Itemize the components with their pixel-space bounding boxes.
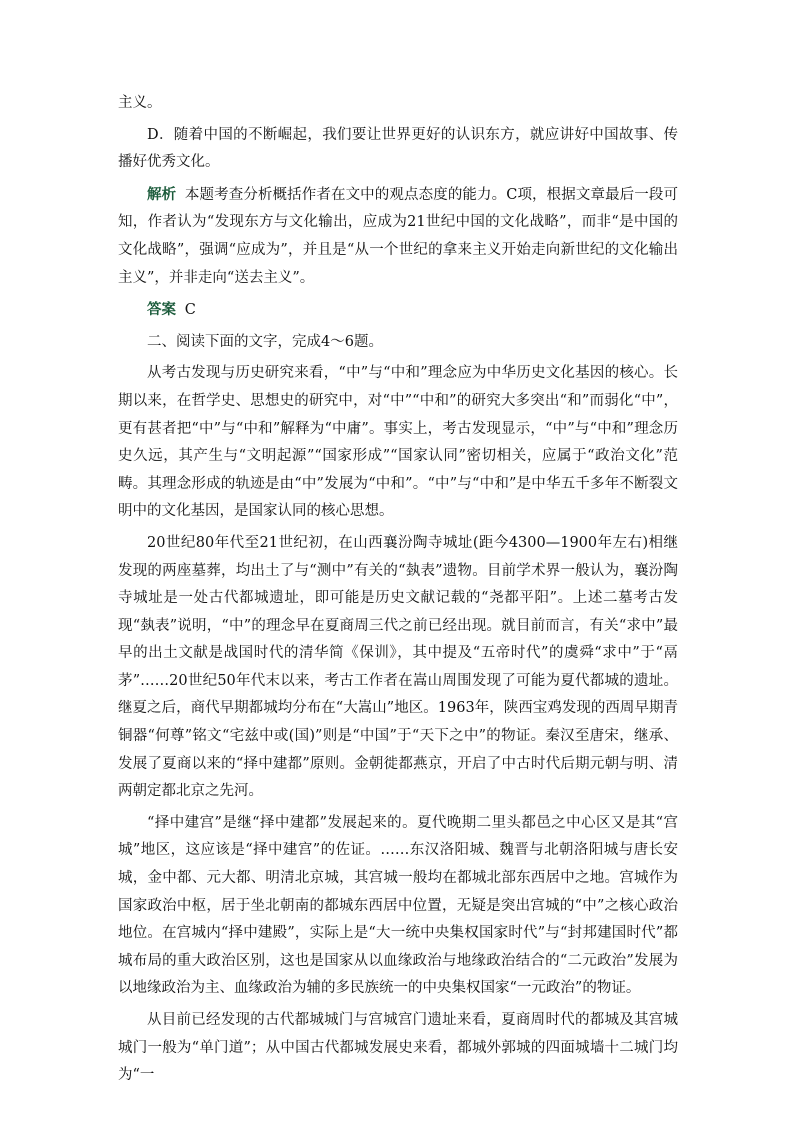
article-paragraph-3: “择中建宫”是继“择中建都”发展起来的。夏代晚期二里头都邑之中心区又是其“宫城”地区，这应该是“择中建宫”的佐证。……东汉洛阳城、魏晋与北朝洛阳城与唐长安城，金中都、元大都、明清北京城，其宫城一般均在都城北部东西居中之地。宫城作为国家政治中枢，居于坐北朝南的都城东西居中位置，无疑是突出宫城的“中”之核心政治地位。在宫城内“择中建殿”，实际上是“大一统中央集权国家时代”与“封邦建国时代”都城布局的重大政治区别，这也是国家从以血缘政治与地缘政治结合的“二元政治”发展为以地缘政治为主、血缘政治为辅的多民族统一的中央集权国家“一元政治”的物证。 — [118, 814, 678, 997]
article-paragraph-1: 从考古发现与历史研究来看，“中”与“中和”理念应为中华历史文化基因的核心。长期以来，在哲学史、思想史的研究中，对“中”“中和”的研究大多突出“和”而弱化“中”，更有甚者把“中”与“中和”解释为“中庸”。事实上，考古发现显示，“中”与“中和”理念历史久远，其产生与“文明起源”“国家形成”“国家认同”密切相关，应属于“政治文化”范畴。其理念形成的轨迹是由“中”发展为“中和”。“中”与“中和”是中华五千多年不断裂文明中的文化基因，是国家认同的核心思想。 — [118, 365, 678, 520]
analysis-text: 本题考查分析概括作者在文中的观点态度的能力。C项，根据文章最后一段可知，作者认为“发现东方与文化输出，应成为21世纪中国的文化战略”，而非“是中国的文化战略”，强调“应成为”，并且是“从一个世纪的拿来主义开始走向新世纪的文化输出主义”，并非走向“送去主义”。 — [118, 186, 679, 286]
answer-value: C — [184, 302, 196, 319]
option-d: D．随着中国的不断崛起，我们要让世界更好的认识东方，就应讲好中国故事、传播好优秀文化。 — [118, 126, 678, 171]
answer-paragraph — [118, 296, 678, 325]
document-page — [118, 90, 678, 1090]
article-paragraph-2: 20世纪80年代至21世纪初，在山西襄汾陶寺城址(距今4300—1900年左右)相继发现的两座墓葬，均出土了与“测中”有关的“埶表”遗物。目前学术界一般认为，襄汾陶寺城址是一处古代都城遗址，即可能是历史文献记载的“尧都平阳”。上述二墓考古发现“埶表”说明，“中”的理念早在夏商周三代之前已经出现。就目前而言，有关“求中”最早的出土文献是战国时代的清华简《保训》，其中提及“五帝时代”的虞舜“求中”于“鬲茅”……20世纪50年代末以来，考古工作者在嵩山周围发现了可能为夏代都城的遗址。继夏之后，商代早期都城均分布在“大嵩山”地区。1963年，陕西宝鸡发现的西周早期青铜器“何尊”铭文“宅兹中或(国)”则是“中国”于“天下之中”的物证。秦汉至唐宋，继承、发展了夏商以来的“择中建都”原则。金朝徙都燕京，开启了中古时代后期元朝与明、清两朝定都北京之先河。 — [118, 534, 678, 800]
article-paragraph-4: 从目前已经发现的古代都城城门与宫城宫门遗址来看，夏商周时代的都城及其宫城城门一般为“单门道”；从中国古代都城发展史来看，都城外郭城的四面城墙十二城门均为“一 — [118, 1012, 678, 1084]
paragraph-continuation: 主义。 — [118, 95, 162, 111]
analysis-paragraph — [118, 181, 678, 292]
answer-label: 答案 — [147, 301, 176, 319]
section-heading: 二、阅读下面的文字，完成4～6题。 — [147, 333, 383, 350]
analysis-label: 解析 — [147, 185, 177, 203]
